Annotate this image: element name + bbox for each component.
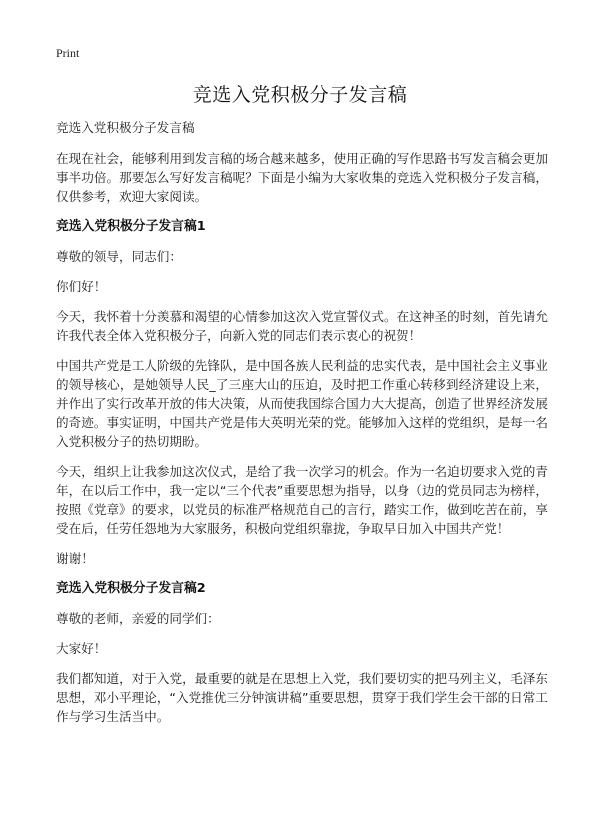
intro-paragraph: 在现在社会，能够利用到发言稿的场合越来越多，使用正确的写作思路书写发言稿会更加事半功倍。那要怎么写好发言稿呢？下面是小编为大家收集的竞选入党积极分子发言稿，仅供参考，欢迎大家阅读。 — [56, 151, 548, 204]
document-body — [56, 118, 548, 737]
section-1-greeting: 你们好！ — [56, 279, 107, 294]
document-title: 竞选入党积极分子发言稿 — [192, 84, 408, 106]
section-2-greeting: 大家好！ — [56, 641, 107, 656]
print-link[interactable]: Print — [56, 46, 80, 60]
section-1-salutation: 尊敬的领导，同志们： — [56, 249, 182, 264]
document-subtitle: 竞选入党积极分子发言稿 — [56, 120, 195, 135]
section-1-paragraph: 今天，组织上让我参加这次仪式，是给了我一次学习的机会。作为一名迫切要求入党的青年，在以后工作中，我一定以“三个代表”重要思想为指导，以身（边的党员同志为榜样，按照《党章》的要求，以党员的标准严格规范自己的言行，踏实工作，做到吃苦在前，享受在后，任劳任怨地为大家服务，积极向党组织靠拢，争取早日加入中国共产党！ — [56, 464, 548, 536]
section-2-heading: 竞选入党积极分子发言稿2 — [56, 581, 206, 596]
section-1-paragraph: 中国共产党是工人阶级的先锋队，是中国各族人民利益的忠实代表，是中国社会主义事业的领导核心，是她领导人民_了三座大山的压迫，及时把工作重心转移到经济建设上来，并作出了实行改革开放的伟大决策，从而使我国综合国力大大提高，创造了世界经济发展的奇迹。事实证明，中国共产党是伟大英明光荣的党。能够加入这样的党组织，是每一名入党积极分子的热切期盼。 — [56, 358, 548, 449]
section-2-salutation: 尊敬的老师，亲爱的同学们： — [56, 611, 220, 626]
section-1-heading: 竞选入党积极分子发言稿1 — [56, 219, 206, 234]
section-2-paragraph: 我们都知道，对于入党，最重要的就是在思想上入党，我们要切实的把马列主义，毛泽东思想，邓小平理论，“入党推优三分钟演讲稿”重要思想，贯穿于我们学生会干部的日常工作与学习生活当中。 — [56, 671, 548, 724]
section-1-closing: 谢谢！ — [56, 551, 94, 566]
section-1-paragraph: 今天，我怀着十分羡慕和渴望的心情参加这次入党宣誓仪式。在这神圣的时刻，首先请允许我代表全体入党积极分子，向新入党的同志们表示衷心的祝贺！ — [56, 309, 548, 343]
